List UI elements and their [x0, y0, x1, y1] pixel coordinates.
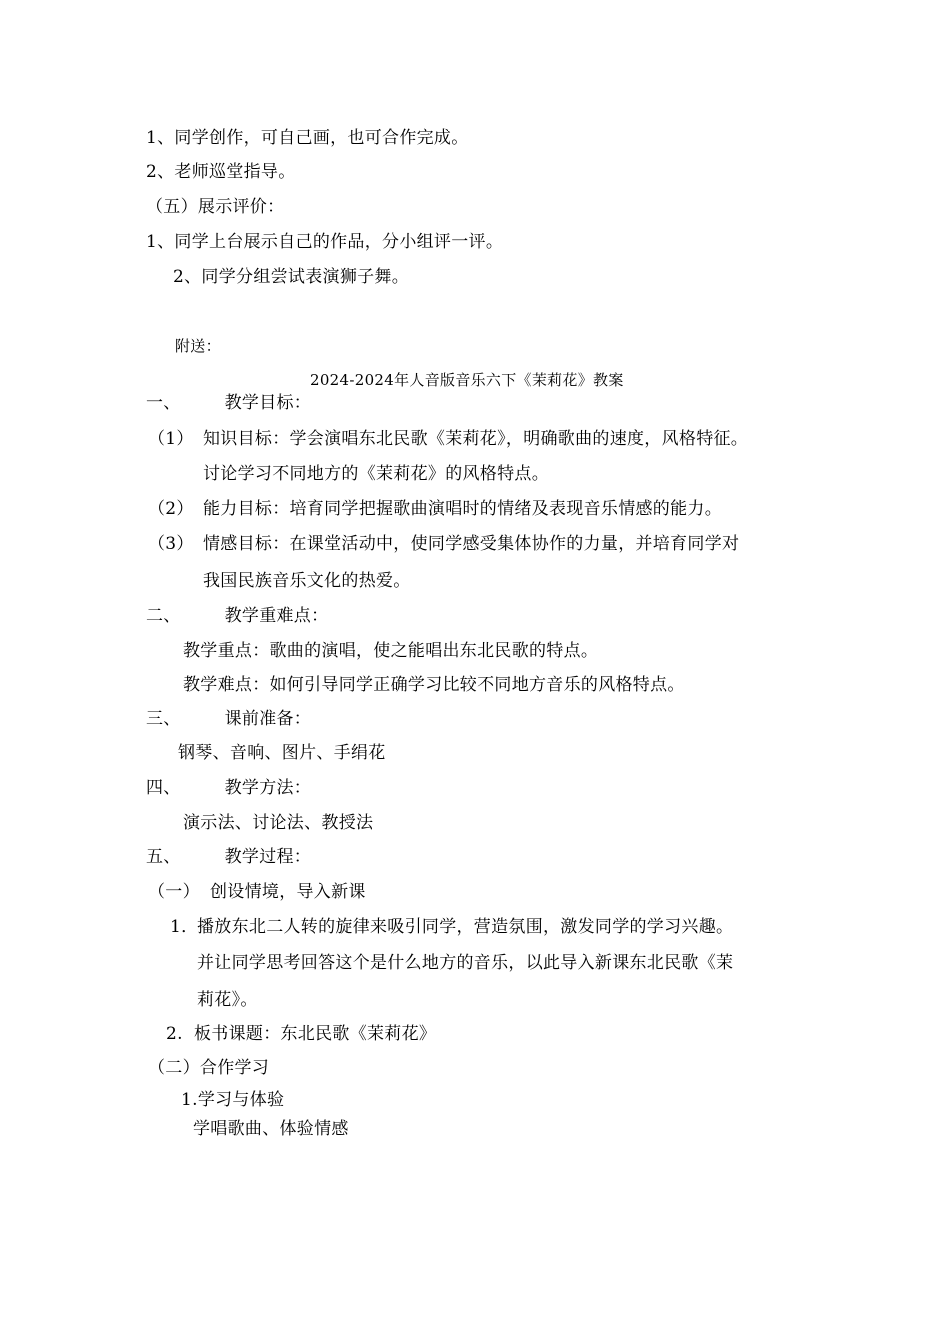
text-line: 2、同学分组尝试表演狮子舞。 [173, 267, 410, 287]
section-heading [146, 393, 311, 413]
text-line: 1、同学创作，可自己画，也可合作完成。 [146, 128, 469, 148]
text-line: 演示法、讨论法、教授法 [183, 813, 374, 833]
section-heading [146, 606, 328, 626]
section-number: 三、 [146, 709, 181, 729]
subsection-heading [148, 882, 366, 902]
list-item [170, 917, 733, 937]
item-number: （1） [148, 429, 194, 449]
text-line: 学唱歌曲、体验情感 [193, 1119, 349, 1139]
list-item [166, 1024, 436, 1044]
text-line: 钢琴、音响、图片、手绢花 [178, 743, 386, 763]
section-heading [146, 709, 311, 729]
section-number: 二、 [146, 606, 181, 626]
text-line: 并让同学思考回答这个是什么地方的音乐，以此导入新课东北民歌《茉 [197, 953, 734, 973]
section-heading [146, 847, 311, 867]
item-number: （3） [148, 534, 194, 554]
item-number: 1． [170, 917, 199, 937]
section-heading [146, 778, 311, 798]
item-text: 知识目标：学会演唱东北民歌《茉莉花》，明确歌曲的速度，风格特征。 [203, 429, 749, 449]
item-number: 2. [166, 1024, 183, 1044]
item-text: 播放东北二人转的旋律来吸引同学，营造氛围，激发同学的学习兴趣。 [197, 917, 734, 937]
subsection-title: 创设情境，导入新课 [210, 882, 366, 902]
section-title: 教学方法： [224, 778, 312, 798]
item-number: （2） [148, 499, 194, 519]
section-heading: （五）展示评价： [146, 197, 285, 217]
item-text: 能力目标：培育同学把握歌曲演唱时的情绪及表现音乐情感的能力。 [203, 499, 722, 519]
text-line: 我国民族音乐文化的热爱。 [203, 571, 411, 591]
section-title: 教学重难点： [224, 606, 329, 626]
list-item [148, 499, 722, 519]
text-line: 教学重点：歌曲的演唱，使之能唱出东北民歌的特点。 [183, 641, 599, 661]
list-item [148, 534, 739, 554]
text-line: 2、老师巡堂指导。 [146, 162, 296, 182]
section-number: 五、 [146, 847, 181, 867]
subsection-heading: （二）合作学习 [148, 1058, 270, 1078]
document-title: 2024-2024年人音版音乐六下《茉莉花》教案 [310, 371, 624, 389]
text-line: 教学难点：如何引导同学正确学习比较不同地方音乐的风格特点。 [183, 675, 685, 695]
item-text: 板书课题：东北民歌《茉莉花》 [194, 1024, 437, 1044]
section-title: 教学过程： [224, 847, 312, 867]
text-line: 1.学习与体验 [181, 1090, 285, 1110]
section-number: 一、 [146, 393, 181, 413]
section-title: 教学目标： [224, 393, 312, 413]
section-title: 课前准备： [224, 709, 312, 729]
section-number: 四、 [146, 778, 181, 798]
text-line: 莉花》。 [197, 990, 258, 1010]
appendix-label: 附送： [175, 337, 221, 355]
item-text: 情感目标：在课堂活动中，使同学感受集体协作的力量，并培育同学对 [203, 534, 740, 554]
list-item [148, 429, 748, 449]
text-line: 讨论学习不同地方的《茉莉花》的风格特点。 [203, 464, 549, 484]
text-line: 1、同学上台展示自己的作品，分小组评一评。 [146, 232, 504, 252]
subsection-number: （一） [148, 882, 200, 902]
